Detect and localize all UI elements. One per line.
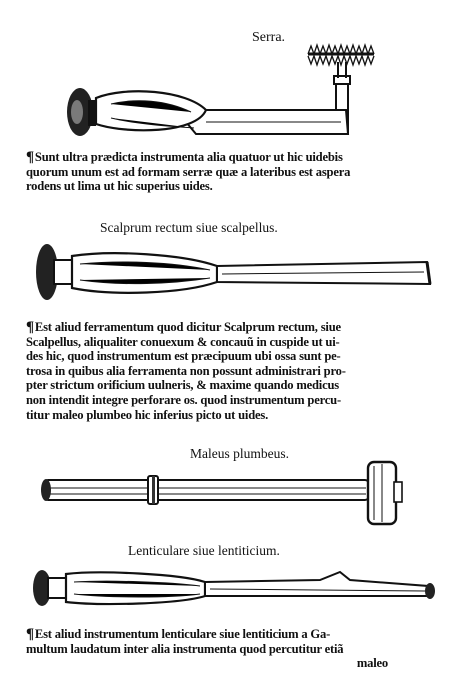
mallet-illustration — [36, 458, 416, 532]
caption-serra: Serra. — [252, 30, 286, 45]
paragraph-2-line-2: Scalpellus, aliqualiter conuexum & concauũ in cuspide ut ui- — [26, 334, 340, 349]
paragraph-1-line-3: rodens ut lima ut hic superius uides. — [26, 179, 213, 194]
paragraph-3-line-2: multum laudatum inter alia instrumenta quod percutitur etiã — [26, 641, 344, 656]
saw-instrument-illustration — [56, 38, 396, 138]
paragraph-marker: ¶ — [26, 150, 34, 165]
paragraph-3-line-1: ¶Est aliud instrumentum lenticulare siue lentiticium a Ga- — [26, 627, 331, 642]
paragraph-marker: ¶ — [26, 627, 34, 642]
paragraph-marker: ¶ — [26, 320, 34, 335]
caption-maleus: Maleus plumbeus. — [190, 446, 289, 461]
caption-lenticulare: Lenticulare siue lentiticium. — [128, 543, 280, 558]
paragraph-1-line-1: ¶Sunt ultra prædicta instrumenta alia quatuor ut hic uidebis — [26, 150, 343, 165]
paragraph-3-line-3: maleo — [356, 656, 388, 671]
paragraph-2-line-6: non intendit integre perforare os. quod instrumentum percu- — [26, 392, 341, 407]
saw-serrated-head — [308, 45, 374, 65]
lenticular-shaft — [205, 572, 430, 596]
paragraph-2-line-1: ¶Est aliud ferramentum quod dicitur Scalprum rectum, siue — [26, 320, 341, 335]
chisel-instrument-illustration — [32, 238, 437, 310]
paragraph-2-line-3: des hic, quod instrumentum est præcipuum ubi ossa sunt pe- — [26, 349, 341, 364]
paragraph-2-line-4: trosa in quibus alia ferramenta non possunt administrari pro- — [26, 363, 346, 378]
paragraph-2-line-5: pter strictum orificium uulneris, & maxime quando medicus — [26, 378, 339, 393]
paragraph-3 — [26, 627, 444, 671]
mallet-handle — [44, 480, 369, 500]
paragraph-2 — [26, 320, 444, 422]
paragraph-1 — [26, 150, 444, 194]
caption-scalprum: Scalprum rectum siue scalpellus. — [100, 220, 278, 235]
paragraph-2-line-7: titur maleo plumbeo hic inferius picto ut uides. — [26, 407, 269, 422]
paragraph-1-line-2: quorum unum est ad formam serræ quæ a lateribus est aspera — [26, 164, 351, 179]
lenticular-instrument-illustration — [30, 562, 440, 614]
